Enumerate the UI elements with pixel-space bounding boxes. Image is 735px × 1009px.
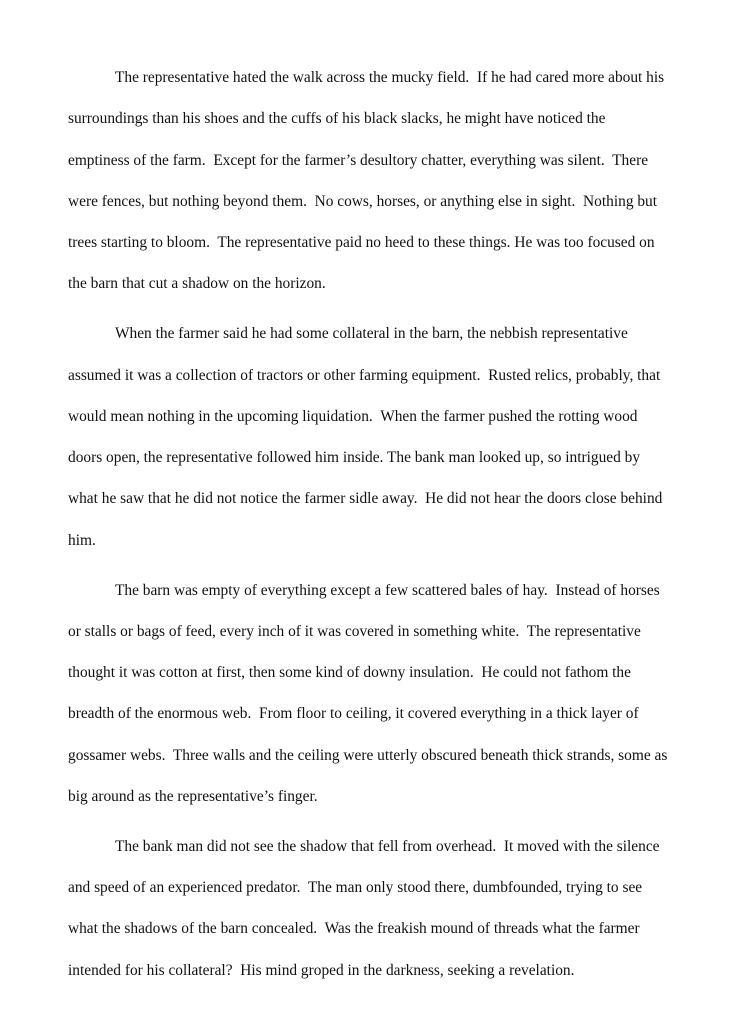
text-line: big around as the representative’s finger. bbox=[68, 788, 318, 806]
text-line: were fences, but nothing beyond them. No cows, horses, or anything else in sight. Nothing but bbox=[68, 192, 658, 210]
text-line: When the farmer said he had some collateral in the barn, the nebbish representative bbox=[115, 325, 628, 343]
text-line: breadth of the enormous web. From floor to ceiling, it covered everything in a thick layer of bbox=[68, 705, 639, 723]
text-line: and speed of an experienced predator. The man only stood there, dumbfounded, trying to see bbox=[68, 879, 643, 897]
text-line: The bank man did not see the shadow that fell from overhead. It moved with the silence bbox=[115, 837, 660, 855]
text-line: assumed it was a collection of tractors or other farming equipment. Rusted relics, probably, that bbox=[68, 366, 661, 384]
paragraph bbox=[68, 835, 688, 1000]
text-line: would mean nothing in the upcoming liquidation. When the farmer pushed the rotting wood bbox=[68, 407, 638, 425]
text-line: thought it was cotton at first, then some kind of downy insulation. He could not fathom the bbox=[68, 664, 631, 682]
document-page bbox=[68, 66, 688, 1009]
text-line: The barn was empty of everything except a few scattered bales of hay. Instead of horses bbox=[115, 581, 660, 599]
text-line: The representative hated the walk across the mucky field. If he had cared more about his bbox=[115, 69, 665, 86]
text-line: the barn that cut a shadow on the horizon. bbox=[68, 275, 326, 293]
text-line: him. bbox=[68, 531, 96, 549]
text-line: what the shadows of the barn concealed. Was the freakish mound of threads what the farmer bbox=[68, 920, 640, 938]
text-line: gossamer webs. Three walls and the ceiling were utterly obscured beneath thick strands, some as bbox=[68, 746, 668, 764]
text-line: what he saw that he did not notice the farmer sidle away. He did not hear the doors close behind bbox=[68, 490, 663, 508]
text-line: intended for his collateral? His mind groped in the darkness, seeking a revelation. bbox=[68, 961, 575, 979]
text-line: trees starting to bloom. The representative paid no heed to these things. He was too focused on bbox=[68, 234, 655, 252]
paragraph bbox=[68, 66, 688, 314]
text-line: doors open, the representative followed him inside. The bank man looked up, so intrigued by bbox=[68, 449, 641, 467]
text-line: or stalls or bags of feed, every inch of it was covered in something white. The representative bbox=[68, 622, 641, 640]
paragraph bbox=[68, 322, 688, 570]
text-line: surroundings than his shoes and the cuffs of his black slacks, he might have noticed the bbox=[68, 110, 606, 128]
paragraph bbox=[68, 579, 688, 827]
text-line: emptiness of the farm. Except for the farmer’s desultory chatter, everything was silent. There bbox=[68, 151, 649, 169]
